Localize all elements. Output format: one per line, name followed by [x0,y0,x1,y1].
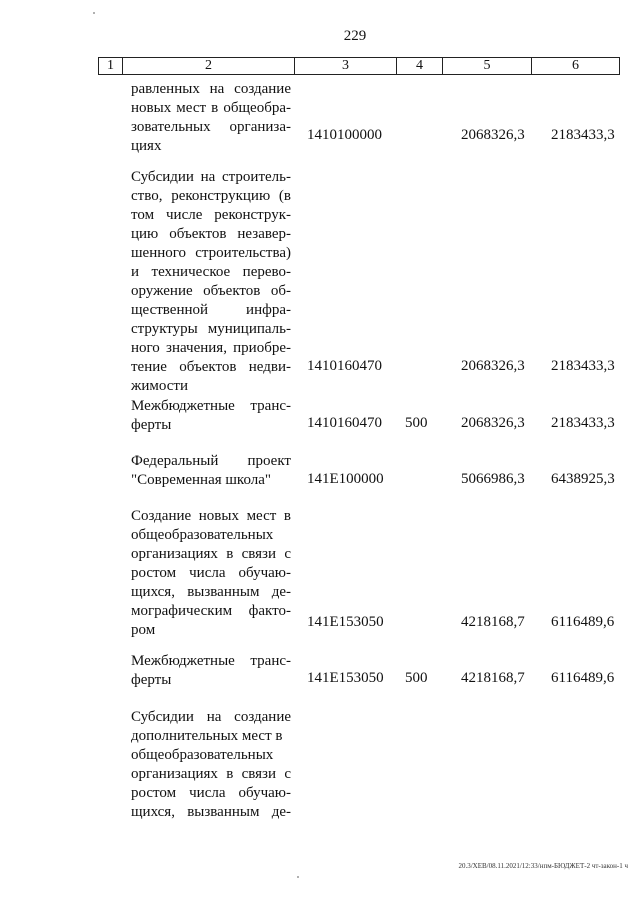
desc-line: оружение объектов об- [131,283,291,299]
row-description [131,80,291,156]
row-description [131,397,291,435]
desc-line: щихся, вызванным де- [131,584,291,600]
desc-line: Создание новых мест в [131,508,291,524]
row-code: 141E153050 [307,670,384,686]
desc-line: общеобразовательных [131,527,274,543]
row-description [131,168,291,396]
desc-line: Субсидии на строитель- [131,169,291,185]
row-value-6: 6438925,3 [551,471,615,487]
header-col-3: 3 [295,58,397,74]
desc-line: щихся, вызванным де- [131,804,291,820]
row-value-6: 2183433,3 [551,415,615,431]
row-code: 1410100000 [307,127,382,143]
desc-line: зовательных организа- [131,119,291,135]
scan-speck [93,12,95,14]
page-number: 229 [343,28,367,44]
desc-line: организациях в связи с [131,546,291,562]
row-value-6: 2183433,3 [551,358,615,374]
desc-line: ферты [131,672,172,688]
desc-line: Межбюджетные транс- [131,398,291,414]
desc-line: дополнительных мест в [131,728,283,744]
desc-line: цию объектов незавер- [131,226,291,242]
row-value-5: 5066986,3 [461,471,525,487]
desc-line: том числе реконструк- [131,207,291,223]
row-code: 1410160470 [307,358,382,374]
row-value-6: 6116489,6 [551,670,615,686]
header-col-5: 5 [443,58,532,74]
table-header [98,57,620,75]
row-code: 1410160470 [307,415,382,431]
row-description [131,452,291,490]
row-type: 500 [405,670,428,686]
desc-line: "Современная школа" [131,472,272,488]
desc-line: жимости [131,378,188,394]
desc-line: новых мест в общеобра- [131,100,291,116]
desc-line: Федеральный проект [131,453,291,469]
header-col-1: 1 [99,58,123,74]
row-code: 141E153050 [307,614,384,630]
document-footer: 20.3/ХЕВ/08.11.2021/12:33/нпм-БЮДЖЕТ-2 чт-закон-1 ч [458,862,628,870]
desc-line: ферты [131,417,172,433]
row-value-5: 4218168,7 [461,614,525,630]
desc-line: шенного строительства) [131,245,291,261]
desc-line: ростом числа обучаю- [131,785,291,801]
desc-line: ство, реконструкцию (в [131,188,291,204]
header-col-2: 2 [123,58,295,74]
desc-line: мографическим факто- [131,603,291,619]
desc-line: общеобразовательных [131,747,274,763]
row-description [131,652,291,690]
scan-speck [297,876,299,878]
header-col-4: 4 [397,58,443,74]
desc-line: Межбюджетные транс- [131,653,291,669]
row-value-5: 2068326,3 [461,358,525,374]
row-description [131,708,291,822]
desc-line: структуры муниципаль- [131,321,291,337]
desc-line: циях [131,138,162,154]
row-value-6: 6116489,6 [551,614,615,630]
desc-line: тение объектов недви- [131,359,291,375]
desc-line: ром [131,622,156,638]
desc-line: ного значения, приобре- [131,340,291,356]
row-value-5: 2068326,3 [461,415,525,431]
desc-line: организациях в связи с [131,766,291,782]
header-col-6: 6 [572,58,579,73]
desc-line: и техническое перево- [131,264,291,280]
row-description [131,507,291,640]
desc-line: щественной инфра- [131,302,291,318]
row-code: 141E100000 [307,471,384,487]
desc-line: Субсидии на создание [131,709,291,725]
desc-line: равленных на создание [131,81,291,97]
row-type: 500 [405,415,428,431]
row-value-5: 4218168,7 [461,670,525,686]
desc-line: ростом числа обучаю- [131,565,291,581]
row-value-6: 2183433,3 [551,127,615,143]
row-value-5: 2068326,3 [461,127,525,143]
